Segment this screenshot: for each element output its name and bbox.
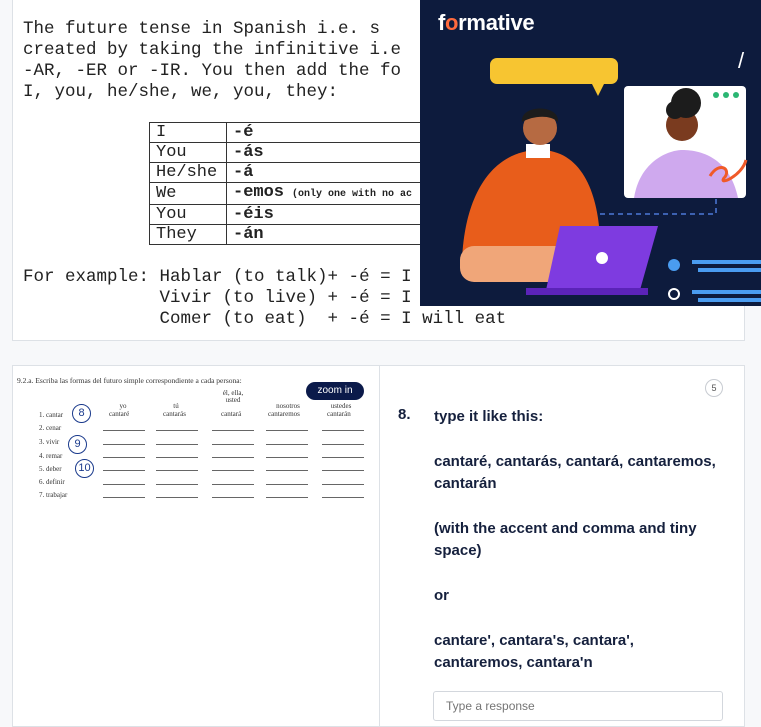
logo-part: f (438, 10, 446, 35)
ending-note: (only one with no ac (292, 189, 413, 200)
blank-line (156, 497, 198, 498)
blank-line (322, 470, 364, 471)
blank-line (156, 444, 198, 445)
ending-text: -á (233, 163, 254, 182)
marker-10: 10 (75, 459, 94, 478)
example-conjugation: cantaré (109, 410, 130, 418)
verb-item: 2. cenar (39, 424, 62, 432)
response-input[interactable] (433, 691, 723, 721)
col-head: él, ella, usted (222, 389, 244, 404)
blank-line (103, 444, 145, 445)
blank-line (322, 430, 364, 431)
blank-line (322, 484, 364, 485)
blank-line (156, 470, 198, 471)
blank-line (322, 457, 364, 458)
intro-line: -AR, -ER or -IR. You then add the fo (23, 61, 402, 81)
blank-line (103, 457, 145, 458)
pronoun-cell: You (150, 143, 227, 163)
blank-line (322, 497, 364, 498)
ending-text: -án (233, 225, 264, 244)
example-conjugation: cantarán (327, 410, 351, 418)
ending-text: -ás (233, 143, 264, 162)
blank-line (156, 457, 198, 458)
blank-line (212, 444, 254, 445)
blank-line (212, 430, 254, 431)
example-text: Hablar (to talk)+ -é = I (159, 267, 412, 287)
verb-item: 7. trabajar (39, 491, 68, 499)
ending-text: -emos (233, 183, 285, 202)
blank-line (266, 457, 308, 458)
blank-line (212, 484, 254, 485)
blank-line (266, 444, 308, 445)
question-number: 8. (398, 406, 411, 423)
example-prefix: For example: (23, 267, 160, 287)
pronoun-cell: He/she (150, 163, 227, 183)
example-prefix (23, 288, 160, 308)
col-head: nosotros (276, 402, 300, 410)
example-conjugation: cantarás (163, 410, 186, 418)
example-text: Comer (to eat) + -é = I will eat (159, 309, 507, 329)
intro-line: I, you, he/she, we, you, they: (23, 82, 339, 102)
col-head: tú (173, 402, 179, 410)
example-line (23, 309, 506, 330)
col-head: ustedes (330, 402, 352, 410)
blank-line (103, 430, 145, 431)
question-paragraph: (with the accent and comma and tiny space) (434, 520, 697, 559)
pronoun-cell: I (150, 123, 227, 143)
verb-item: 1. cantar (39, 411, 64, 419)
blank-line (266, 497, 308, 498)
zoom-in-button[interactable]: zoom in (306, 382, 364, 400)
answer-panel (380, 366, 744, 726)
marker-9: 9 (68, 435, 87, 454)
logo-part: rmative (458, 10, 535, 35)
example-conjugation: cantaremos (268, 410, 300, 418)
speech-bubble (490, 58, 618, 84)
pronoun-cell: You (150, 205, 227, 225)
example-text: Vivir (to live) + -é = I (159, 288, 412, 308)
intro-line: created by taking the infinitive i.e (23, 40, 402, 60)
example-prefix (23, 309, 160, 329)
worksheet-title: 9.2.a. Escriba las formas del futuro simple correspondiente a cada persona: (17, 376, 242, 385)
worksheet-image (13, 366, 380, 726)
blank-line (103, 497, 145, 498)
example-conjugation: cantará (221, 410, 242, 418)
pronoun-cell: We (150, 183, 227, 205)
ad-illustration (420, 0, 761, 306)
blank-line (322, 444, 364, 445)
question-paragraph: or (434, 587, 449, 604)
question-paragraph: type it like this: (434, 408, 544, 425)
blank-line (266, 470, 308, 471)
verb-item: 5. deber (39, 465, 62, 473)
blank-line (156, 430, 198, 431)
blank-line (156, 484, 198, 485)
blank-line (103, 484, 145, 485)
intro-line: The future tense in Spanish i.e. s (23, 19, 381, 39)
question-paragraph: cantaré, cantarás, cantará, cantaremos, cantarán (434, 453, 716, 492)
col-head: yo (119, 402, 127, 410)
verb-item: 4. remar (39, 452, 63, 460)
verb-item: 3. vivir (39, 438, 60, 446)
blank-line (212, 470, 254, 471)
pronoun-cell: They (150, 225, 227, 245)
marker-8: 8 (72, 404, 91, 423)
verb-item: 6. definir (39, 478, 65, 486)
question-paragraph: cantare', cantara's, cantara', cantaremos, cantara'n (434, 632, 634, 671)
blank-line (212, 497, 254, 498)
ending-text: -éis (233, 205, 274, 224)
slash-mark: / (738, 48, 745, 73)
blank-line (103, 470, 145, 471)
ending-text: -é (233, 123, 254, 142)
blank-line (266, 430, 308, 431)
points-badge: 5 (705, 379, 723, 397)
speech-bubble-tail (592, 84, 604, 96)
logo-part: o (445, 10, 459, 35)
question-text (434, 406, 719, 697)
blank-line (266, 484, 308, 485)
question-card (12, 365, 745, 727)
blank-line (212, 457, 254, 458)
formative-ad[interactable] (420, 0, 761, 306)
